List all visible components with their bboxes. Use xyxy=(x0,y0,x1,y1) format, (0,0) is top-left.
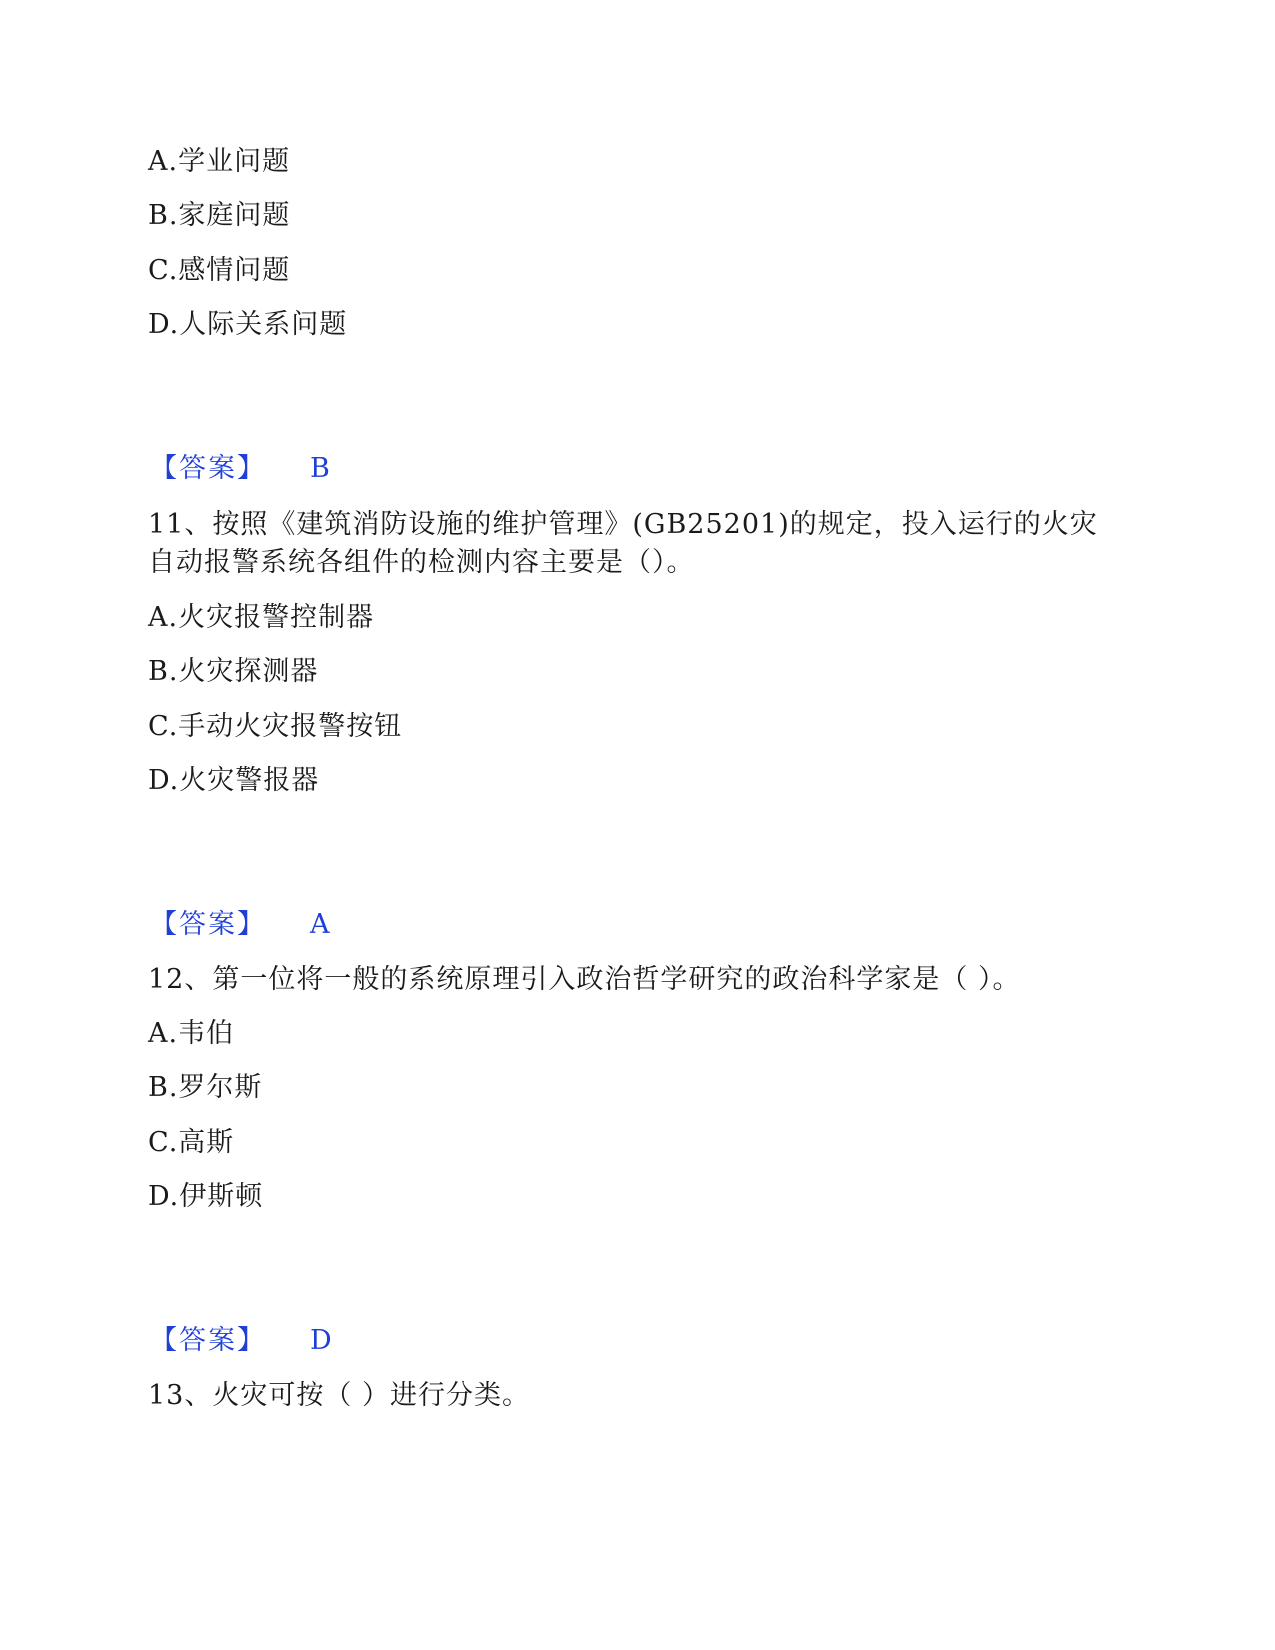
q11-option-c: C.手动火灾报警按钮 xyxy=(148,711,403,742)
answer-label: 【答案】 xyxy=(150,909,266,940)
q11-option-d: D.火灾警报器 xyxy=(148,765,320,796)
q11-answer xyxy=(150,908,330,942)
q11-option-a: A.火灾报警控制器 xyxy=(148,602,375,633)
q10-option-b: B.家庭问题 xyxy=(148,200,291,231)
answer-label: 【答案】 xyxy=(150,453,266,484)
answer-label: 【答案】 xyxy=(150,1325,266,1356)
q11-stem-line-1: 11、按照《建筑消防设施的维护管理》(GB25201)的规定，投入运行的火灾 xyxy=(148,509,1098,540)
answer-value: B xyxy=(310,453,330,484)
q13-stem: 13、火灾可按（ ）进行分类。 xyxy=(148,1380,530,1411)
q12-option-a: A.韦伯 xyxy=(148,1018,235,1049)
answer-value: A xyxy=(310,909,330,940)
answer-value: D xyxy=(310,1325,332,1356)
q12-stem: 12、第一位将一般的系统原理引入政治哲学研究的政治科学家是（ ）。 xyxy=(148,964,1021,995)
q11-option-b: B.火灾探测器 xyxy=(148,656,319,687)
q12-answer xyxy=(150,1324,332,1358)
q10-option-c: C.感情问题 xyxy=(148,255,291,286)
q12-option-b: B.罗尔斯 xyxy=(148,1072,263,1103)
q10-option-d: D.人际关系问题 xyxy=(148,309,348,340)
q11-stem-line-2: 自动报警系统各组件的检测内容主要是（）。 xyxy=(148,547,695,578)
q10-answer xyxy=(150,452,330,486)
q10-option-a: A.学业问题 xyxy=(148,146,291,177)
q12-option-c: C.高斯 xyxy=(148,1127,235,1158)
q12-option-d: D.伊斯顿 xyxy=(148,1181,264,1212)
